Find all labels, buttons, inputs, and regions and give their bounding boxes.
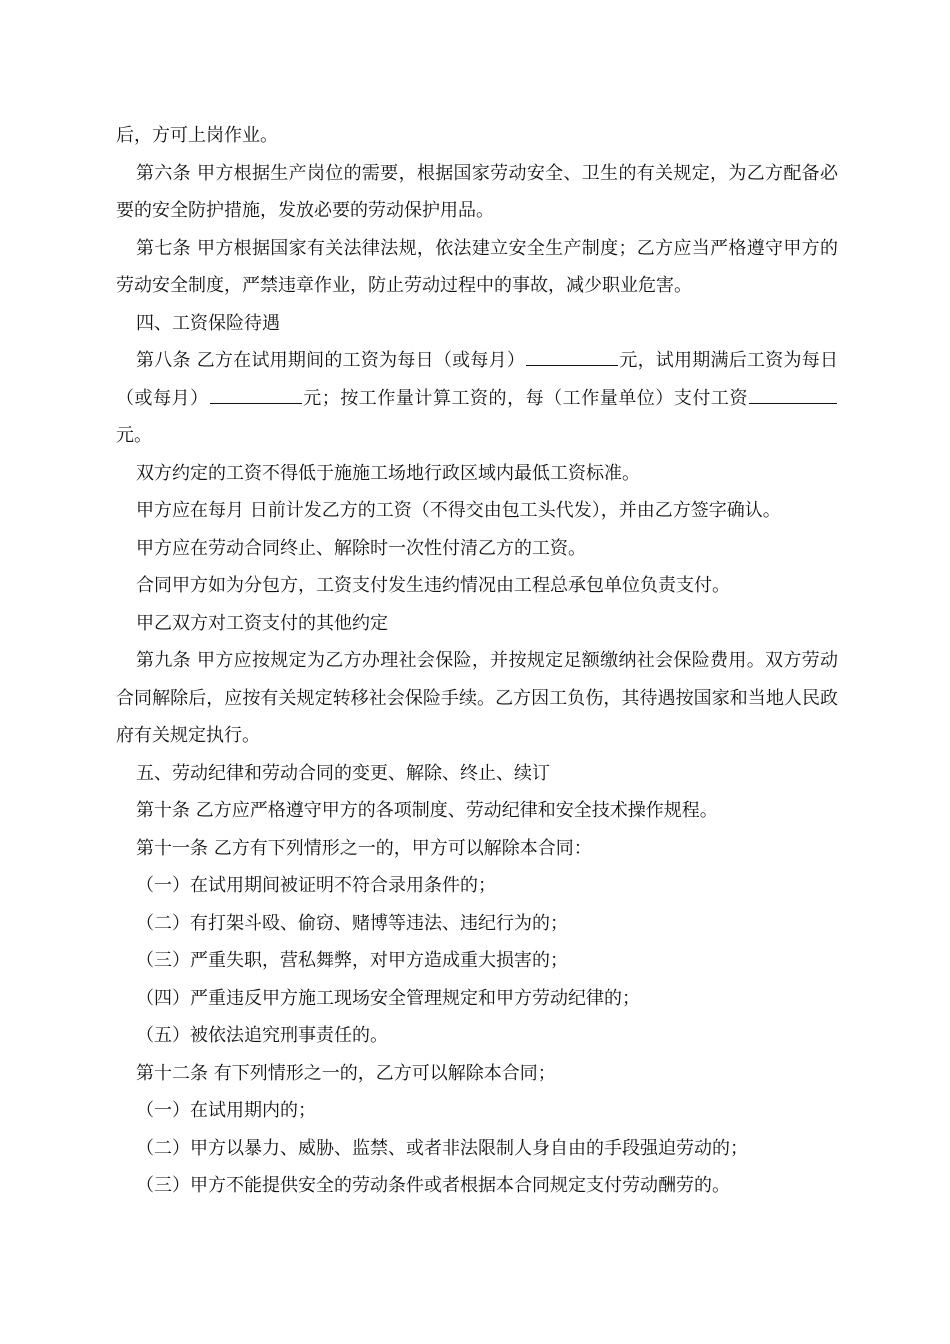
- trial-wage-blank[interactable]: [526, 345, 618, 366]
- section-heading-wages: 四、工资保险待遇: [136, 312, 280, 334]
- minimum-wage-clause: 双方约定的工资不得低于施施工场地行政区域内最低工资标准。: [136, 462, 640, 484]
- article-12-item-3: （三）甲方不能提供安全的劳动条件或者根据本合同规定支付劳动酬劳的。: [136, 1175, 730, 1196]
- article-8-part-1: 第八条 乙方在试用期间的工资为每日（或每月）: [136, 350, 526, 371]
- article-12-item-2: （二）甲方以暴力、威胁、监禁、或者非法限制人身自由的手段强迫劳动的；: [136, 1137, 748, 1159]
- article-11-item-1: （一）在试用期间被证明不符合录用条件的；: [136, 875, 496, 896]
- article-8-part-4: 元。: [116, 425, 152, 446]
- article-11-item-4: （四）严重违反甲方施工现场安全管理规定和甲方劳动纪律的；: [136, 987, 640, 1009]
- article-9: 第九条 甲方应按规定为乙方办理社会保险，并按规定足额缴纳社会保险费用。双方劳动合同解除后，应按有关规定转移社会保险手续。乙方因工负伤，其待遇按国家和当地人民政府有关规定执行。: [116, 650, 838, 746]
- article-8: [116, 342, 838, 455]
- section-heading-discipline: 五、劳动纪律和劳动合同的变更、解除、终止、续订: [136, 762, 550, 784]
- article-12: 第十二条 有下列情形之一的，乙方可以解除本合同；: [136, 1062, 556, 1084]
- paragraph-continuation: 后，方可上岗作业。: [116, 125, 278, 146]
- regular-wage-blank[interactable]: [210, 383, 302, 404]
- article-6: 第六条 甲方根据生产岗位的需要，根据国家劳动安全、卫生的有关规定，为乙方配备必要的安全防护措施，发放必要的劳动保护用品。: [116, 162, 838, 221]
- article-11-item-5: （五）被依法追究刑事责任的。: [136, 1025, 388, 1046]
- article-11: 第十一条 乙方有下列情形之一的，甲方可以解除本合同：: [136, 837, 592, 859]
- other-wage-agreement: 甲乙双方对工资支付的其他约定: [136, 612, 388, 634]
- article-8-part-2: 元，试用期满后工资为每日（或每月）: [116, 350, 838, 409]
- article-11-item-3: （三）严重失职，营私舞弊，对甲方造成重大损害的；: [136, 950, 568, 971]
- article-7: 第七条 甲方根据国家有关法律法规，依法建立安全生产制度；乙方应当严格遵守甲方的劳动安全制度，严禁违章作业，防止劳动过程中的事故，减少职业危害。: [116, 237, 838, 296]
- payday-clause: 甲方应在每月 日前计发乙方的工资（不得交由包工头代发），并由乙方签字确认。: [136, 500, 781, 521]
- final-pay-clause: 甲方应在劳动合同终止、解除时一次性付清乙方的工资。: [136, 537, 586, 559]
- document-page: [116, 117, 838, 1205]
- article-10: 第十条 乙方应严格遵守甲方的各项制度、劳动纪律和安全技术操作规程。: [136, 800, 718, 821]
- article-11-item-2: （二）有打架斗殴、偷窃、赌博等违法、违纪行为的；: [136, 912, 568, 934]
- piece-wage-blank[interactable]: [749, 383, 837, 404]
- article-8-part-3: 元；按工作量计算工资的，每（工作量单位）支付工资: [302, 387, 749, 409]
- article-12-item-1: （一）在试用期内的；: [136, 1100, 316, 1121]
- subcontractor-clause: 合同甲方如为分包方，工资支付发生违约情况由工程总承包单位负责支付。: [136, 575, 730, 596]
